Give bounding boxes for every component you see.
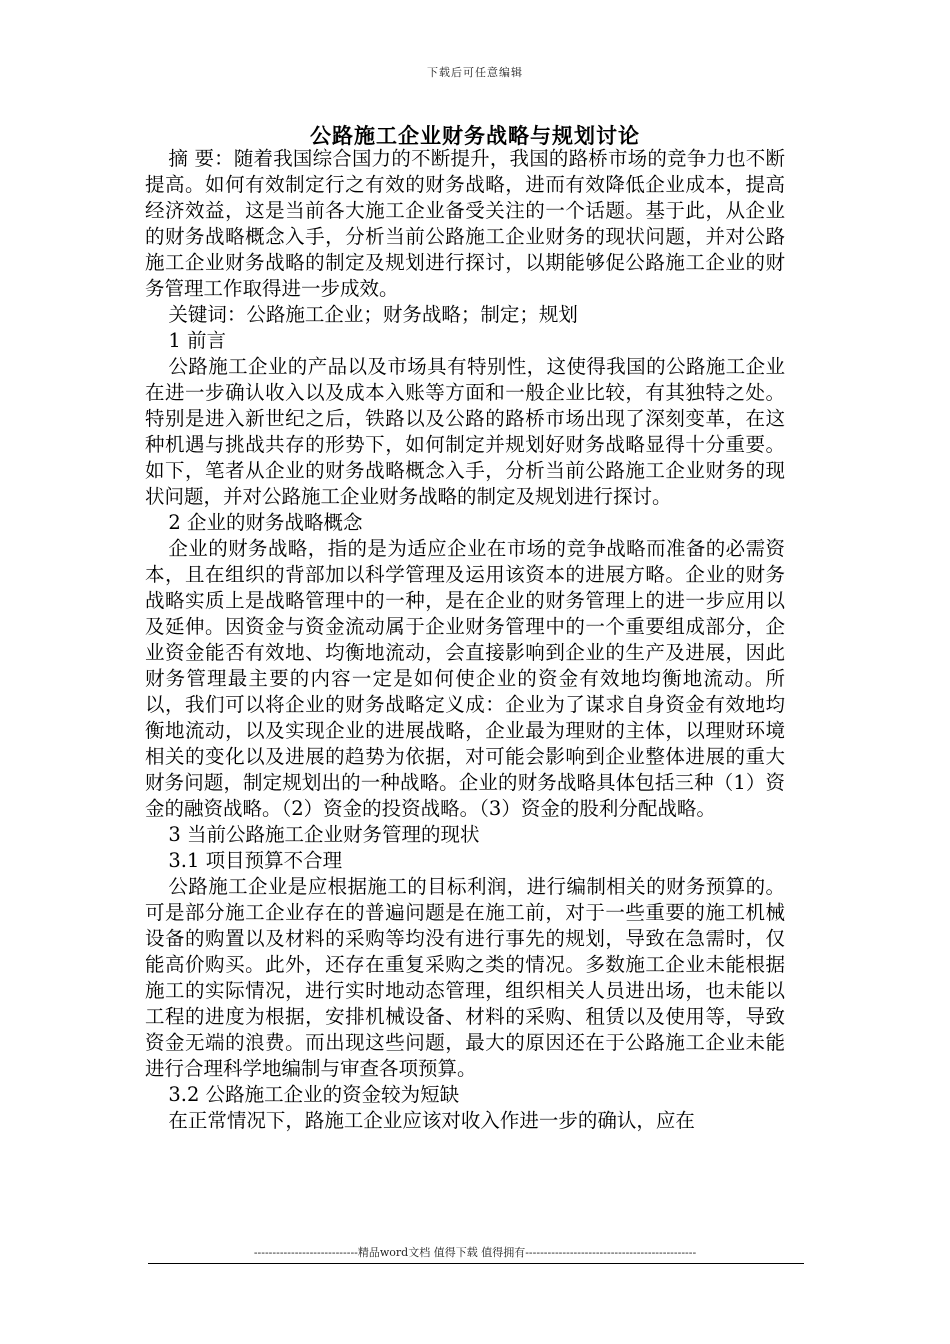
- abstract-paragraph: 摘 要：随着我国综合国力的不断提升，我国的路桥市场的竞争力也不断提高。如何有效制定行之有效的财务战略，进而有效降低企业成本，提高经济效益，这是当前各大施工企业备受关注的一个话题。基于此，从企业的财务战略概念入手，分析当前公路施工企业财务的现状问题，并对公路施工企业财务战略的制定及规划进行探讨，以期能够促公路施工企业的财务管理工作取得进一步成效。: [145, 147, 785, 300]
- subsection-heading-3-2: 3.2 公路施工企业的资金较为短缺: [168, 1083, 460, 1106]
- body-paragraph: 公路施工企业的产品以及市场具有特别性，这使得我国的公路施工企业在进一步确认收入以及成本入账等方面和一般企业比较，有其独特之处。特别是进入新世纪之后，铁路以及公路的路桥市场出现了深刻变革，在这种机遇与挑战共存的形势下，如何制定并规划好财务战略显得十分重要。如下，笔者从企业的财务战略概念入手，分析当前公路施工企业财务的现状问题，并对公路施工企业财务战略的制定及规划进行探讨。: [145, 355, 785, 508]
- body-paragraph: 在正常情况下，路施工企业应该对收入作进一步的确认，应在: [168, 1109, 695, 1132]
- section-heading-2: 2 企业的财务战略概念: [168, 511, 363, 534]
- page-footer-note: ----------------------------精品word文档 值得下载 值得拥有----------------------------------------------: [253, 1246, 697, 1259]
- page-header-note: 下载后可任意编辑: [427, 66, 523, 79]
- section-heading-3: 3 当前公路施工企业财务管理的现状: [168, 823, 480, 846]
- body-paragraph: 企业的财务战略，指的是为适应企业在市场的竞争战略而准备的必需资本，且在组织的背部加以科学管理及运用该资本的进展方略。企业的财务战略实质上是战略管理中的一种，是在企业的财务管理上的进一步应用以及延伸。因资金与资金流动属于企业财务管理中的一个重要组成部分，企业资金能否有效地、均衡地流动，会直接影响到企业的生产及进展，因此财务管理最主要的内容一定是如何使企业的资金有效地均衡地流动。所以，我们可以将企业的财务战略定义成：企业为了谋求自身资金有效地均衡地流动，以及实现企业的进展战略，企业最为理财的主体，以理财环境相关的变化以及进展的趋势为依据，对可能会影响到企业整体进展的重大财务问题，制定规划出的一种战略。企业的财务战略具体包括三种（1）资金的融资战略。（2）资金的投资战略。（3）资金的股利分配战略。: [145, 537, 785, 820]
- body-paragraph: 公路施工企业是应根据施工的目标利润，进行编制相关的财务预算的。可是部分施工企业存在的普遍问题是在施工前，对于一些重要的施工机械设备的购置以及材料的采购等均没有进行事先的规划，导致在急需时，仅能高价购买。此外，还存在重复采购之类的情况。多数施工企业未能根据施工的实际情况，进行实时地动态管理，组织相关人员进出场，也未能以工程的进度为根据，安排机械设备、材料的采购、租赁以及使用等，导致资金无端的浪费。而出现这些问题，最大的原因还在于公路施工企业未能进行合理科学地编制与审查各项预算。: [145, 875, 785, 1080]
- section-heading-1: 1 前言: [168, 329, 226, 352]
- document-body: [145, 146, 785, 1134]
- keywords-paragraph: 关键词：公路施工企业；财务战略；制定；规划: [168, 303, 578, 326]
- subsection-heading-3-1: 3.1 项目预算不合理: [168, 849, 343, 872]
- document-title: 公路施工企业财务战略与规划讨论: [310, 123, 640, 148]
- footer-divider: [148, 1263, 804, 1264]
